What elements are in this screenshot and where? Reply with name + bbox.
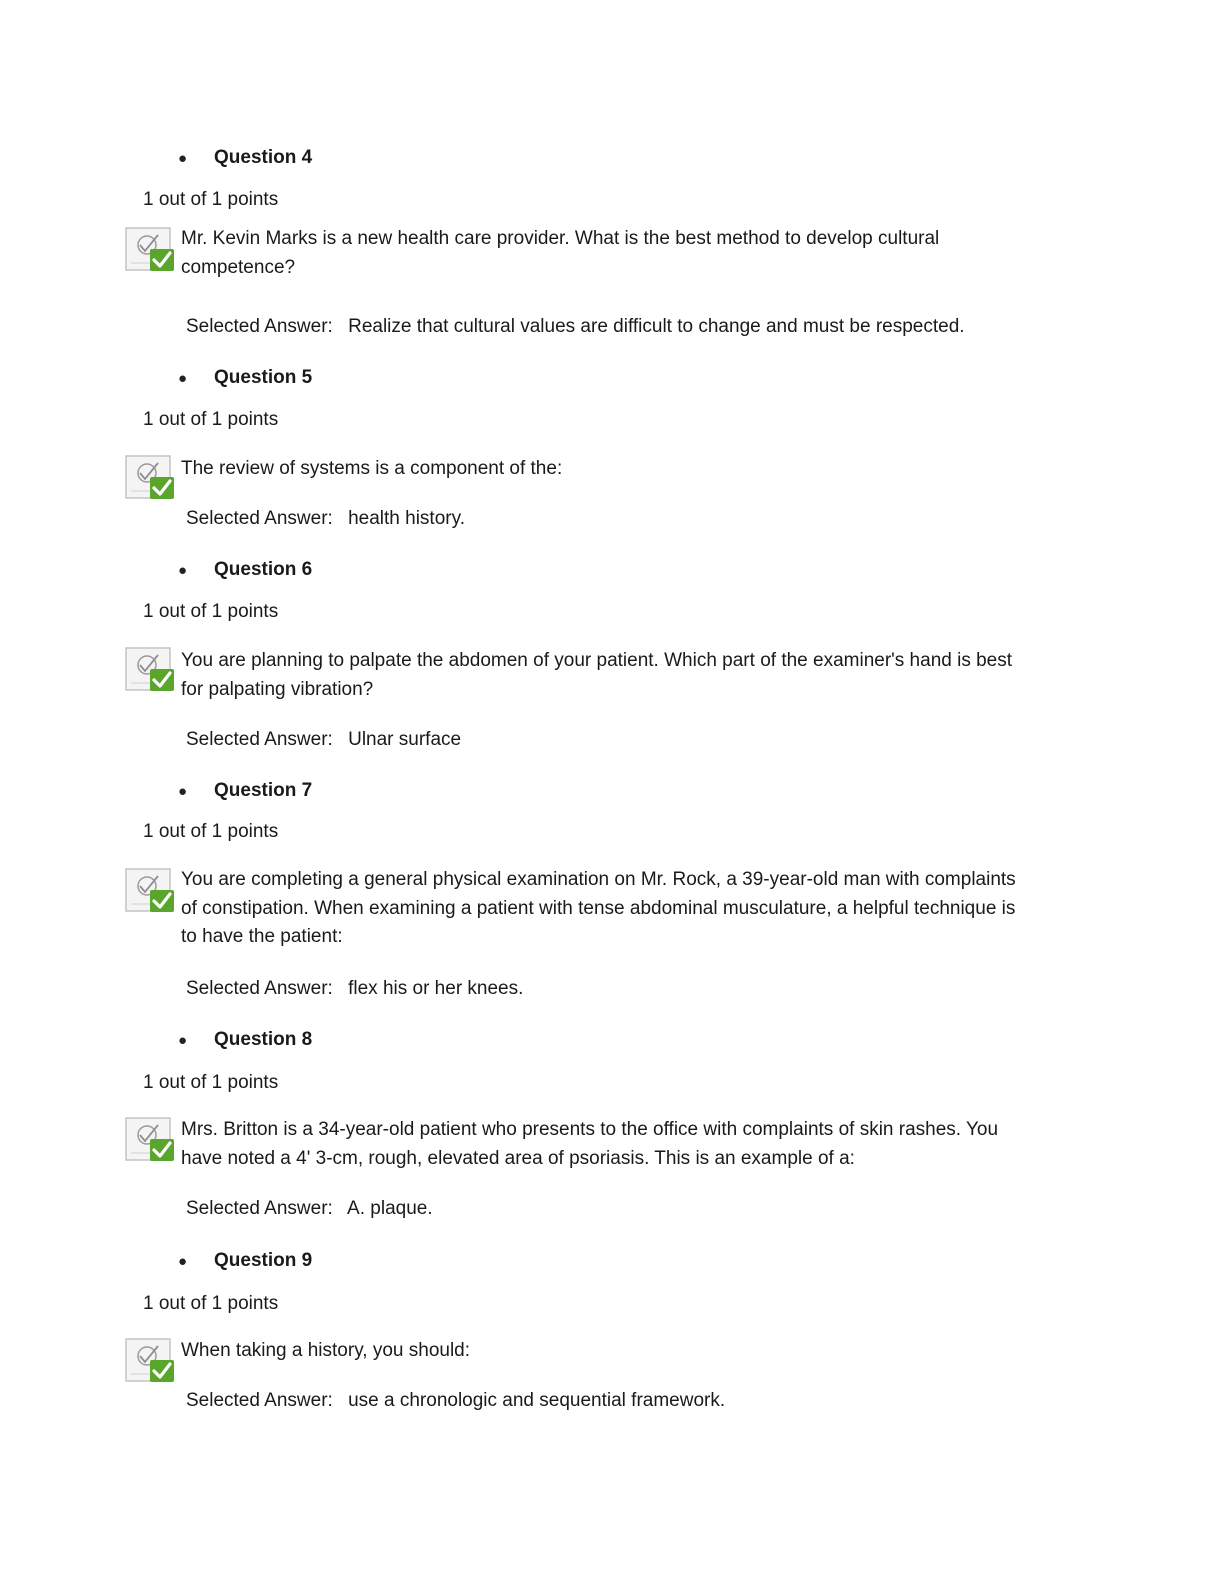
bullet-icon: ● [178, 1252, 188, 1270]
question-title: Question 9 [214, 1250, 313, 1271]
selected-answer [186, 1198, 433, 1220]
points-score: 1 out of 1 points [143, 189, 279, 210]
bullet-icon: ● [178, 149, 188, 167]
points-score: 1 out of 1 points [143, 821, 279, 842]
bullet-icon: ● [178, 782, 188, 800]
answer-label: Selected Answer: [186, 978, 333, 999]
question-header [178, 557, 312, 583]
question-title: Question 6 [214, 559, 313, 580]
correct-check-icon [125, 453, 177, 503]
points-score: 1 out of 1 points [143, 409, 279, 430]
question-title: Question 4 [214, 147, 313, 168]
answer-value: flex his or her knees. [348, 978, 524, 999]
answer-label: Selected Answer: [186, 1390, 333, 1411]
correct-check-icon [125, 866, 177, 916]
selected-answer [186, 316, 965, 338]
correct-check-icon [125, 225, 177, 275]
question-header [178, 1027, 312, 1053]
selected-answer [186, 729, 461, 751]
answer-value: use a chronologic and sequential framework. [348, 1390, 726, 1411]
points-score: 1 out of 1 points [143, 1072, 279, 1093]
question-title: Question 8 [214, 1029, 313, 1050]
points-score: 1 out of 1 points [143, 1293, 279, 1314]
selected-answer [186, 978, 523, 1000]
question-text: Mrs. Britton is a 34-year-old patient who presents to the office with complaints of skin rashes. You have noted a 4' 3-cm, rough, elevated area of psoriasis. This is an example of a: [181, 1119, 999, 1169]
question-header [178, 145, 312, 171]
bullet-icon: ● [178, 1031, 188, 1049]
correct-check-icon [125, 1336, 177, 1386]
correct-check-icon [125, 645, 177, 695]
points-score: 1 out of 1 points [143, 601, 279, 622]
answer-value: A. plaque. [347, 1198, 433, 1219]
question-text: You are planning to palpate the abdomen of your patient. Which part of the examiner's hand is best for palpating vibration? [181, 650, 1013, 700]
question-text: The review of systems is a component of the: [181, 458, 563, 479]
answer-value: Ulnar surface [348, 729, 462, 750]
bullet-icon: ● [178, 369, 188, 387]
answer-label: Selected Answer: [186, 508, 333, 529]
question-title: Question 5 [214, 367, 313, 388]
answer-value: health history. [348, 508, 465, 529]
answer-label: Selected Answer: [186, 1198, 333, 1219]
question-text: When taking a history, you should: [181, 1340, 471, 1361]
question-title: Question 7 [214, 780, 313, 801]
selected-answer [186, 508, 465, 530]
answer-label: Selected Answer: [186, 316, 333, 337]
question-text: Mr. Kevin Marks is a new health care provider. What is the best method to develop cultural competence? [181, 228, 940, 278]
bullet-icon: ● [178, 561, 188, 579]
answer-value: Realize that cultural values are difficult to change and must be respected. [348, 316, 965, 337]
selected-answer [186, 1390, 725, 1412]
correct-check-icon [125, 1115, 177, 1165]
question-header [178, 365, 312, 391]
question-header [178, 778, 312, 804]
question-text: You are completing a general physical examination on Mr. Rock, a 39-year-old man with complaints of constipation. When examining a patient with tense abdominal musculature, a helpful technique is to have the patient: [181, 869, 1016, 947]
question-header [178, 1248, 312, 1274]
answer-label: Selected Answer: [186, 729, 333, 750]
